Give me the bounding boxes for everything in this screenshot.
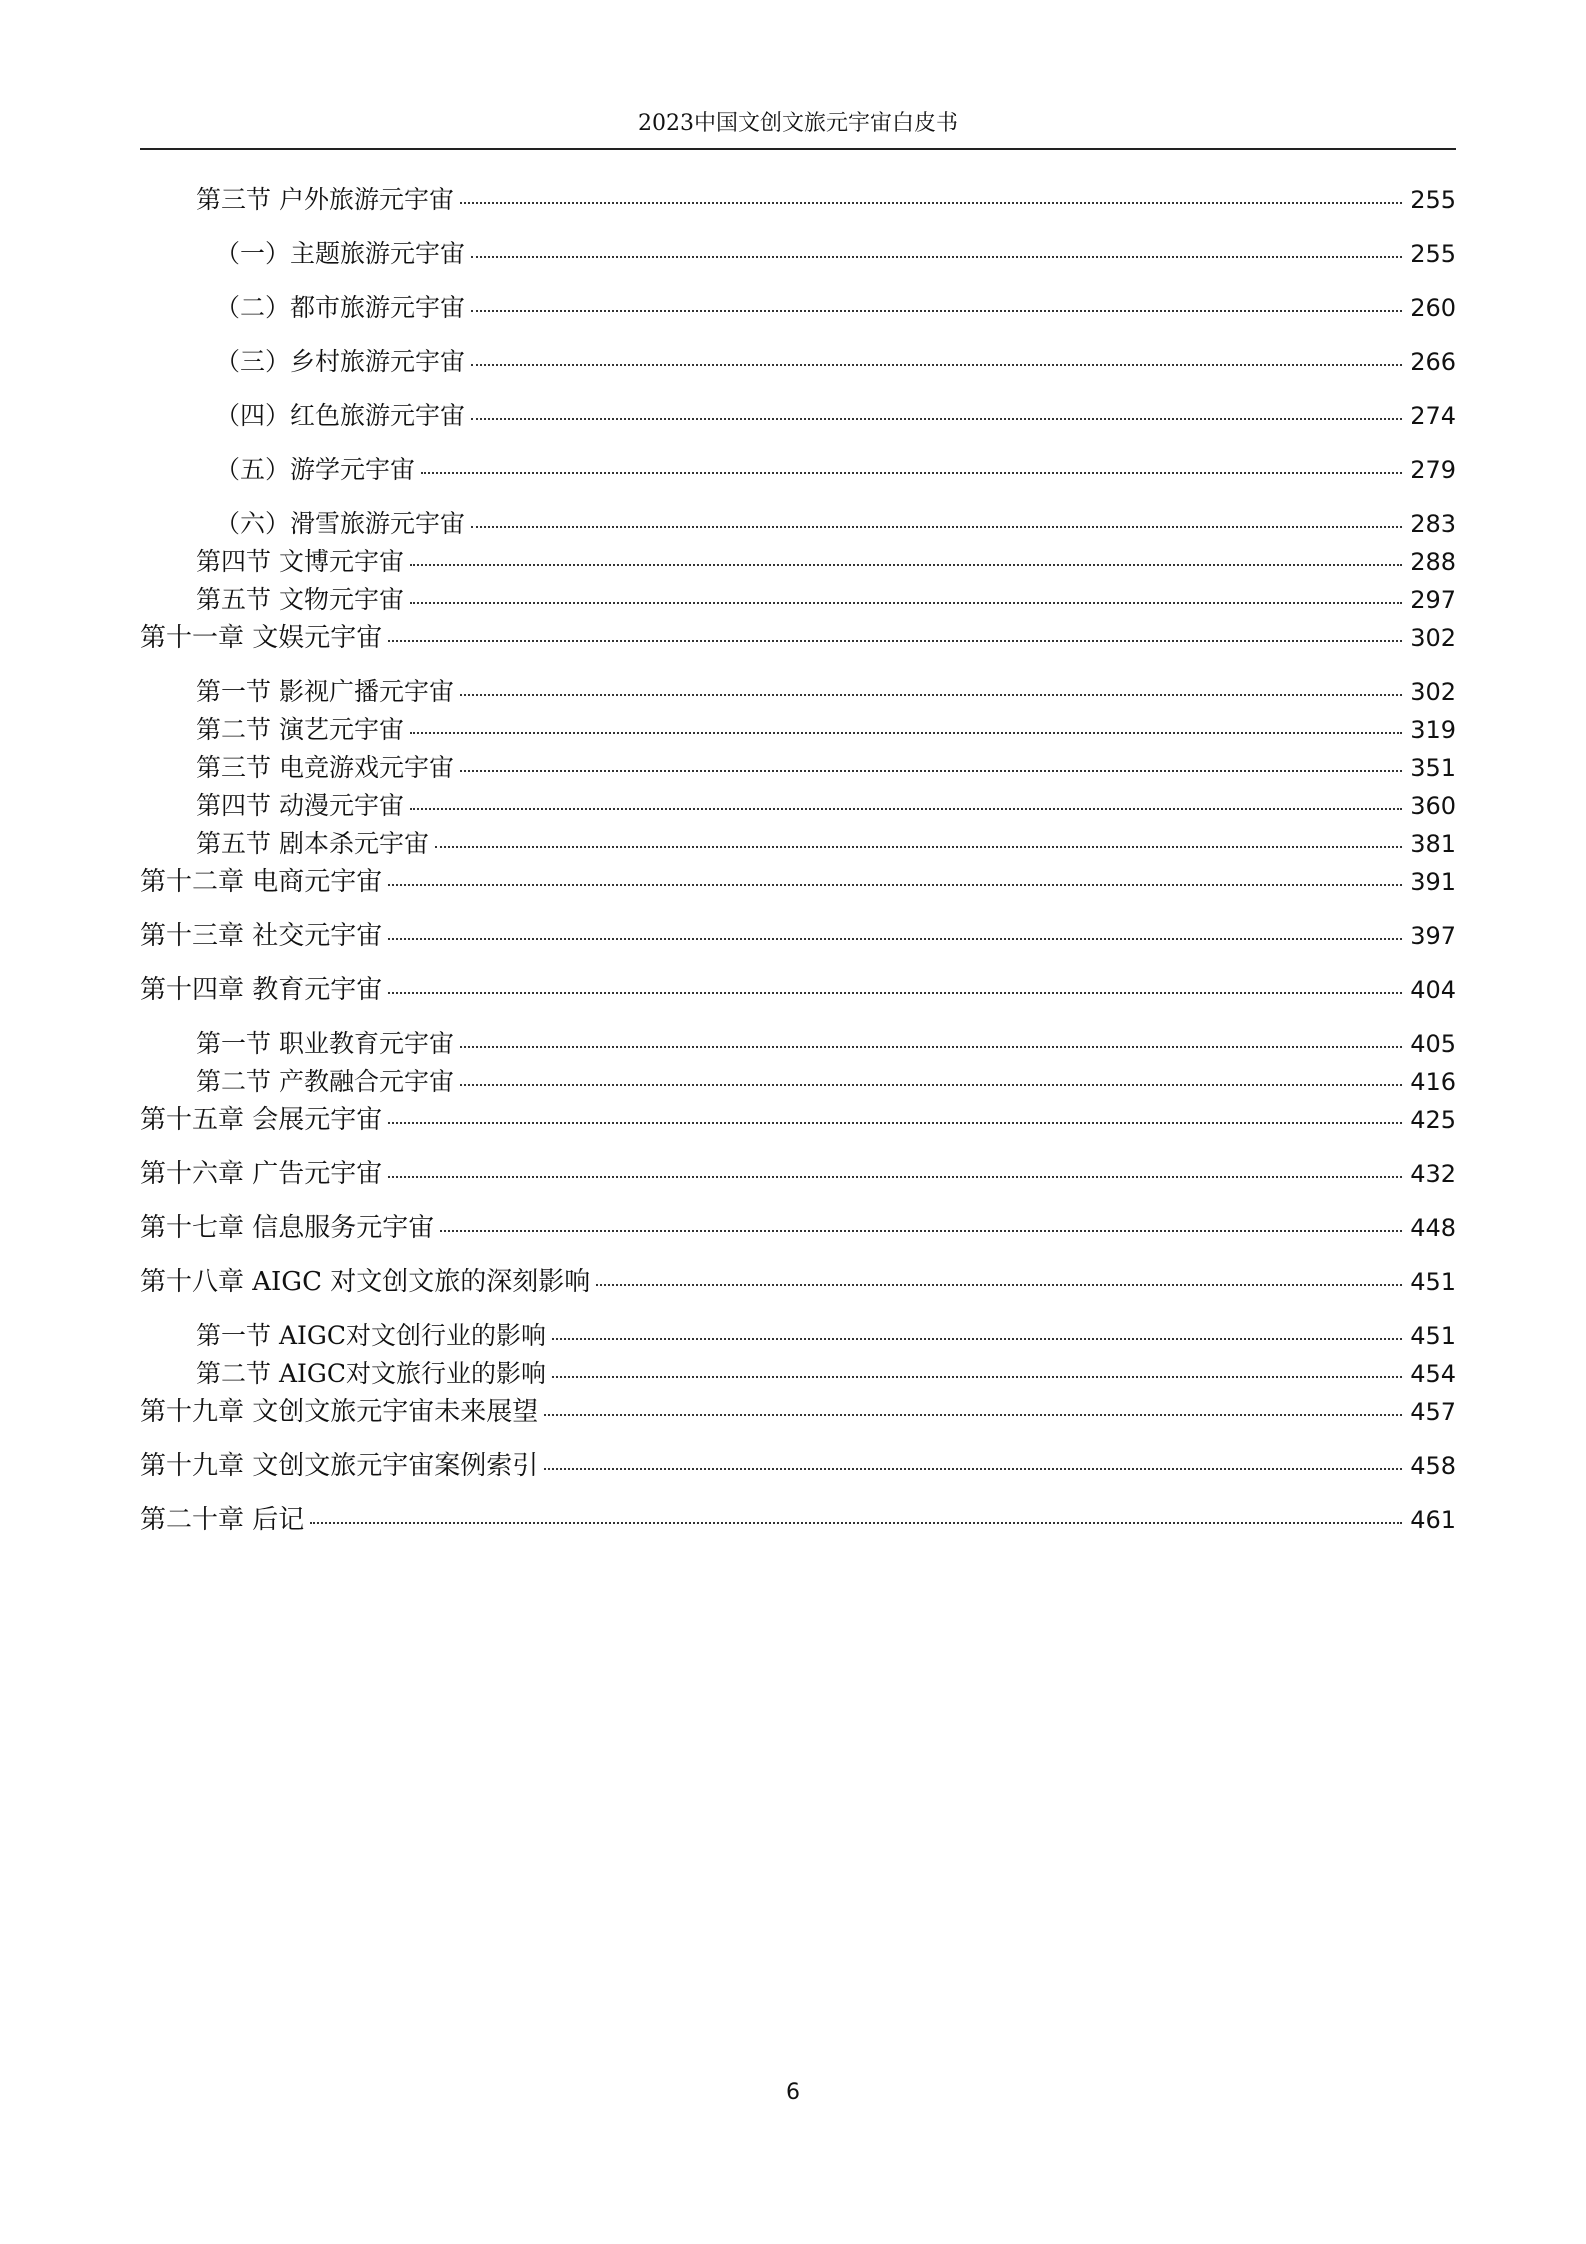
page-header [140,110,1456,150]
dot-leader [471,310,1402,312]
toc-entry-page: 461 [1410,1506,1456,1534]
toc-entry-label: 第十五章 会展元宇宙 [140,1105,383,1135]
toc-entry-page: 279 [1410,456,1456,484]
dot-leader [471,418,1402,420]
dot-leader [471,256,1402,258]
toc-entry-label: 第十一章 文娱元宇宙 [140,623,383,653]
toc-entry-label: 第一节 影视广播元宇宙 [196,677,454,706]
dot-leader [544,1468,1402,1470]
dot-leader [435,846,1402,848]
toc-entry-label: （一）主题旅游元宇宙 [215,239,466,268]
toc-entry-page: 297 [1410,586,1456,614]
toc-entry[interactable] [140,1067,1456,1096]
toc-entry[interactable] [140,623,1456,653]
toc-entry[interactable] [140,509,1456,538]
dot-leader [310,1522,1402,1524]
toc-entry[interactable] [140,791,1456,820]
page-number: 6 [786,2080,800,2105]
toc-entry-label: 第二节 产教融合元宇宙 [196,1067,454,1096]
toc-entry[interactable] [140,293,1456,322]
toc-entry[interactable] [140,715,1456,744]
toc-entry-page: 416 [1410,1068,1456,1096]
toc-entry-label: 第五节 文物元宇宙 [196,585,404,614]
dot-leader [410,602,1402,604]
toc-entry[interactable] [140,921,1456,951]
toc-entry[interactable] [140,347,1456,376]
toc-entry[interactable] [140,829,1456,858]
toc-entry[interactable] [140,753,1456,782]
dot-leader [460,770,1402,772]
toc-entry[interactable] [140,401,1456,430]
toc-entry-label: 第一节 AIGC对文创行业的影响 [196,1321,546,1350]
toc-entry-label: 第二十章 后记 [140,1505,305,1535]
toc-entry[interactable] [140,1267,1456,1297]
toc-entry[interactable] [140,677,1456,706]
page-footer [0,2080,1586,2105]
dot-leader [596,1284,1402,1286]
toc-entry-page: 255 [1410,186,1456,214]
toc-entry-page: 451 [1410,1322,1456,1350]
toc-entry[interactable] [140,547,1456,576]
dot-leader [460,1046,1402,1048]
toc-entry[interactable] [140,1505,1456,1535]
toc-entry-label: （六）滑雪旅游元宇宙 [215,509,466,538]
toc-entry-page: 288 [1410,548,1456,576]
toc-entry[interactable] [140,239,1456,268]
dot-leader [460,1084,1402,1086]
toc-entry-label: 第三节 电竞游戏元宇宙 [196,753,454,782]
toc-entry-page: 404 [1410,976,1456,1004]
toc-entry-label: 第三节 户外旅游元宇宙 [196,185,454,214]
toc-entry-page: 266 [1410,348,1456,376]
toc-entry-label: 第四节 文博元宇宙 [196,547,404,576]
table-of-contents [140,185,1456,1546]
dot-leader [440,1230,1402,1232]
toc-entry-page: 274 [1410,402,1456,430]
toc-entry-page: 302 [1410,678,1456,706]
toc-entry[interactable] [140,1105,1456,1135]
toc-entry-page: 360 [1410,792,1456,820]
toc-entry[interactable] [140,1397,1456,1427]
toc-entry-label: （三）乡村旅游元宇宙 [215,347,466,376]
dot-leader [471,526,1402,528]
toc-entry-label: 第十六章 广告元宇宙 [140,1159,383,1189]
toc-entry-page: 425 [1410,1106,1456,1134]
toc-entry-page: 255 [1410,240,1456,268]
dot-leader [552,1376,1402,1378]
toc-entry-page: 448 [1410,1214,1456,1242]
dot-leader [410,732,1402,734]
dot-leader [388,884,1402,886]
dot-leader [460,694,1402,696]
toc-entry-page: 302 [1410,624,1456,652]
toc-entry-label: 第十四章 教育元宇宙 [140,975,383,1005]
dot-leader [544,1414,1402,1416]
toc-entry-page: 405 [1410,1030,1456,1058]
toc-entry-label: 第十九章 文创文旅元宇宙案例索引 [140,1451,539,1481]
toc-entry[interactable] [140,1159,1456,1189]
toc-entry-label: 第十三章 社交元宇宙 [140,921,383,951]
toc-entry[interactable] [140,867,1456,897]
toc-entry-page: 457 [1410,1398,1456,1426]
toc-entry-label: 第十八章 AIGC 对文创文旅的深刻影响 [140,1267,591,1297]
toc-entry-label: （二）都市旅游元宇宙 [215,293,466,322]
toc-entry-label: 第一节 职业教育元宇宙 [196,1029,454,1058]
toc-entry-page: 283 [1410,510,1456,538]
dot-leader [421,472,1402,474]
toc-entry-page: 451 [1410,1268,1456,1296]
dot-leader [460,202,1402,204]
dot-leader [388,1122,1402,1124]
toc-entry-label: 第十二章 电商元宇宙 [140,867,383,897]
toc-entry-label: 第二节 演艺元宇宙 [196,715,404,744]
toc-entry-page: 381 [1410,830,1456,858]
dot-leader [388,640,1402,642]
dot-leader [410,808,1402,810]
toc-entry[interactable] [140,1213,1456,1243]
toc-entry-page: 319 [1410,716,1456,744]
toc-entry[interactable] [140,1451,1456,1481]
toc-entry[interactable] [140,1321,1456,1350]
toc-entry-page: 432 [1410,1160,1456,1188]
toc-entry[interactable] [140,1029,1456,1058]
toc-entry-page: 397 [1410,922,1456,950]
toc-entry-page: 391 [1410,868,1456,896]
toc-entry[interactable] [140,585,1456,614]
dot-leader [388,938,1402,940]
toc-entry-label: 第五节 剧本杀元宇宙 [196,829,429,858]
toc-entry-label: （五）游学元宇宙 [215,455,416,484]
toc-entry-label: 第十七章 信息服务元宇宙 [140,1213,435,1243]
dot-leader [388,992,1402,994]
toc-entry-page: 454 [1410,1360,1456,1388]
toc-entry[interactable] [140,1359,1456,1388]
toc-entry-label: 第二节 AIGC对文旅行业的影响 [196,1359,546,1388]
toc-entry[interactable] [140,975,1456,1005]
document-title: 2023中国文创文旅元宇宙白皮书 [638,111,958,136]
toc-entry-label: 第四节 动漫元宇宙 [196,791,404,820]
dot-leader [388,1176,1402,1178]
toc-entry-page: 351 [1410,754,1456,782]
dot-leader [410,564,1402,566]
dot-leader [471,364,1402,366]
toc-entry-label: 第十九章 文创文旅元宇宙未来展望 [140,1397,539,1427]
toc-entry[interactable] [140,455,1456,484]
toc-entry-page: 260 [1410,294,1456,322]
toc-entry-label: （四）红色旅游元宇宙 [215,401,466,430]
dot-leader [552,1338,1402,1340]
toc-entry-page: 458 [1410,1452,1456,1480]
toc-entry[interactable] [140,185,1456,214]
